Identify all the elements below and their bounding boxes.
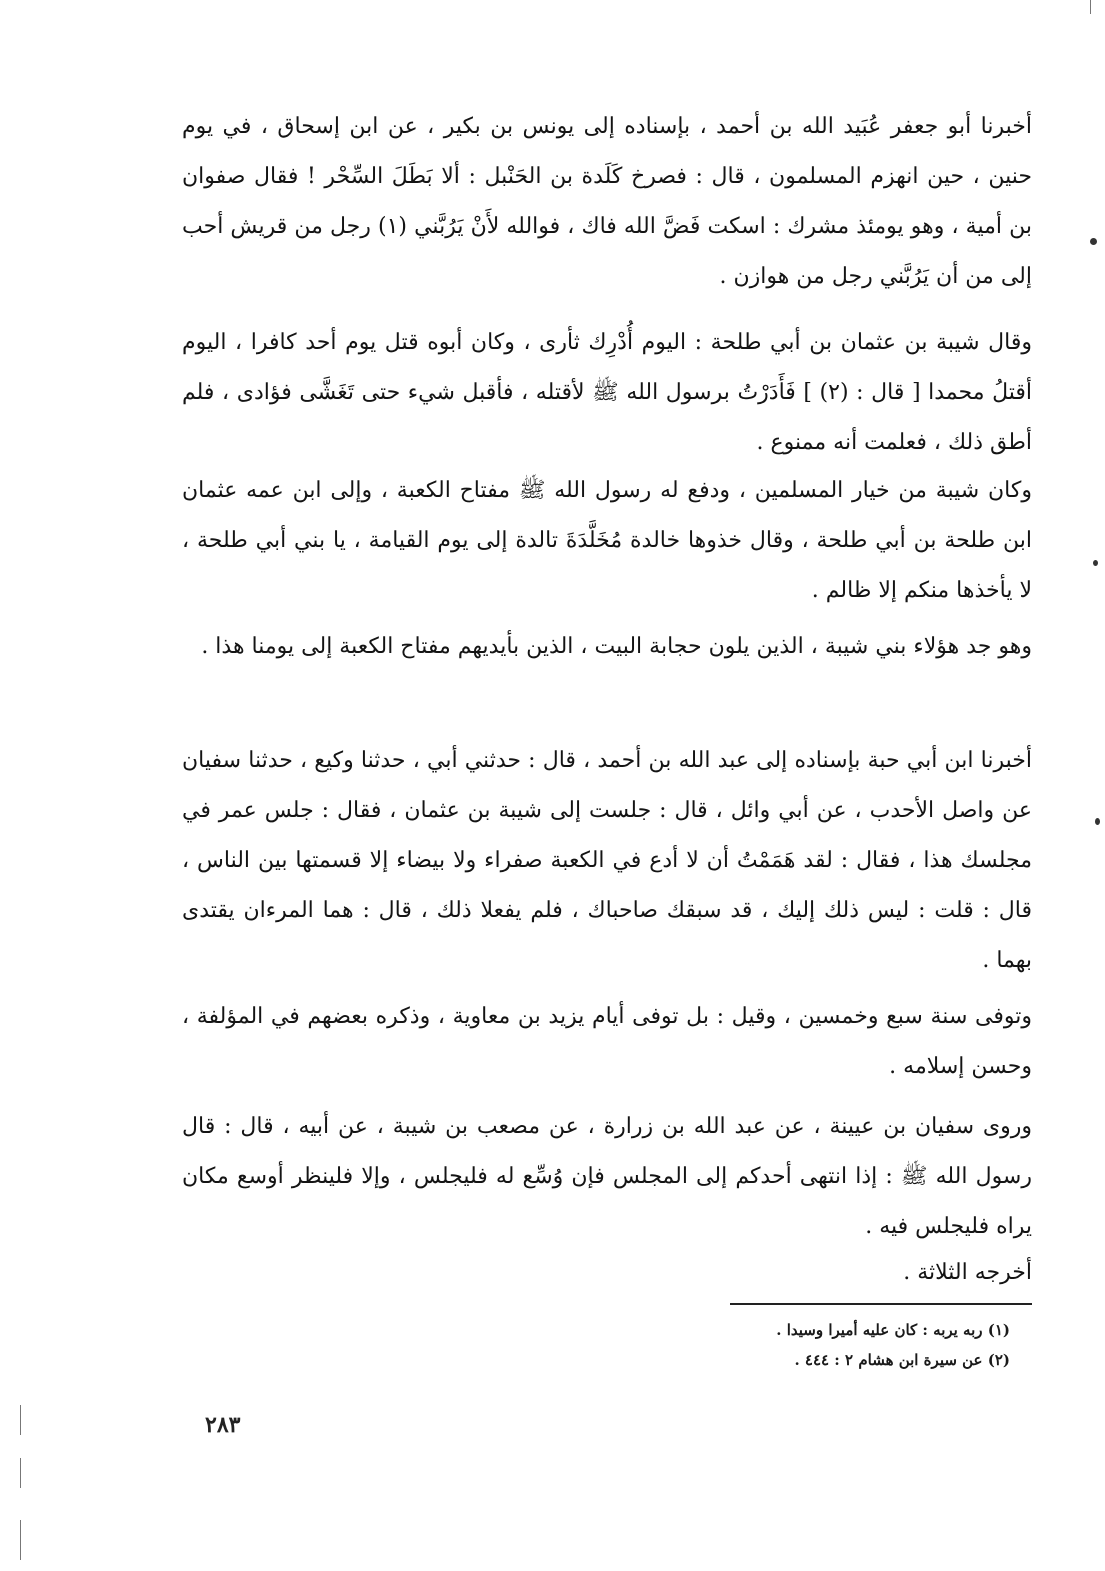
scan-speck [1095, 818, 1100, 825]
paragraph-3: وكان شيبة من خيار المسلمين ، ودفع له رسول الله ﷺ مفتاح الكعبة ، وإلى ابن عمه عثمان ابن طلحة بن أبي طلحة ، وقال خذوها خالدة مُخَلَّدَةَ تالدة إلى يوم القيامة ، يا بني أبي طلحة ، لا يأخذها منكم إلا ظالم . [182, 478, 1032, 603]
footnote-1: (١) ربه يربه : كان عليه أميرا وسيدا . [776, 1321, 1010, 1339]
footnote-2: (٢) عن سيرة ابن هشام ٢ : ٤٤٤ . [794, 1351, 1010, 1369]
scan-line [20, 1520, 21, 1560]
scan-line [20, 1405, 21, 1435]
scan-line [1090, 0, 1091, 14]
paragraph-1: أخبرنا أبو جعفر عُبَيد الله بن أحمد ، بإسناده إلى يونس بن بكير ، عن ابن إسحاق ، في يوم حنين ، حين انهزم المسلمون ، قال : فصرخ كَلَدة بن الحَنْبل : ألا بَطَلَ السِّحْر ! فقال صفوان بن أمية ، وهو يومئذ مشرك : اسكت فَضَّ الله فاك ، فوالله لأَنْ يَرُبَّني (١) رجل من قريش أحب إلى من أن يَرُبَّني رجل من هوازن . [182, 114, 1032, 289]
scan-speck [1093, 560, 1098, 566]
scan-speck [1090, 238, 1097, 245]
paragraph-7: وروى سفيان بن عيينة ، عن عبد الله بن زرارة ، عن مصعب بن شيبة ، عن أبيه ، قال : قال رسول الله ﷺ : إذا انتهى أحدكم إلى المجلس فإن وُسِّع له فليجلس ، وإلا فلينظر أوسع مكان يراه فليجلس فيه . [182, 1114, 1032, 1239]
paragraph-4: وهو جد هؤلاء بني شيبة ، الذين يلون حجابة البيت ، الذين بأيديهم مفتاح الكعبة إلى يومنا هذا . [201, 634, 1032, 659]
paragraph-5: أخبرنا ابن أبي حبة بإسناده إلى عبد الله بن أحمد ، قال : حدثني أبي ، حدثنا وكيع ، حدثنا سفيان عن واصل الأحدب ، عن أبي وائل ، قال : جلست إلى شيبة بن عثمان ، فقال : جلس عمر في مجلسك هذا ، فقال : لقد هَمَمْتُ أن لا أدع في الكعبة صفراء ولا بيضاء إلا قسمتها بين الناس ، قال : قلت : ليس ذلك إليك ، قد سبقك صاحباك ، فلم يفعلا ذلك ، قال : هما المرءان يقتدى بهما . [182, 748, 1032, 973]
footnotes [700, 1315, 1010, 1375]
footnote-divider [730, 1303, 1032, 1305]
paragraph-8: أخرجه الثلاثة . [903, 1260, 1032, 1285]
page-number: ٢٨٣ [205, 1412, 241, 1438]
scan-line [20, 1458, 21, 1488]
paragraph-6: وتوفى سنة سبع وخمسين ، وقيل : بل توفى أيام يزيد بن معاوية ، وذكره بعضهم في المؤلفة ، وحسن إسلامه . [182, 1004, 1032, 1079]
paragraph-2: وقال شيبة بن عثمان بن أبي طلحة : اليوم أُدْرِك ثأرى ، وكان أبوه قتل يوم أحد كافرا ، اليوم أقتلُ محمدا [ قال : (٢) ] فَأَدَرْتُ برسول الله ﷺ لأقتله ، فأقبل شيء حتى تَغَشَّى فؤادى ، فلم أطق ذلك ، فعلمت أنه ممنوع . [182, 330, 1033, 455]
